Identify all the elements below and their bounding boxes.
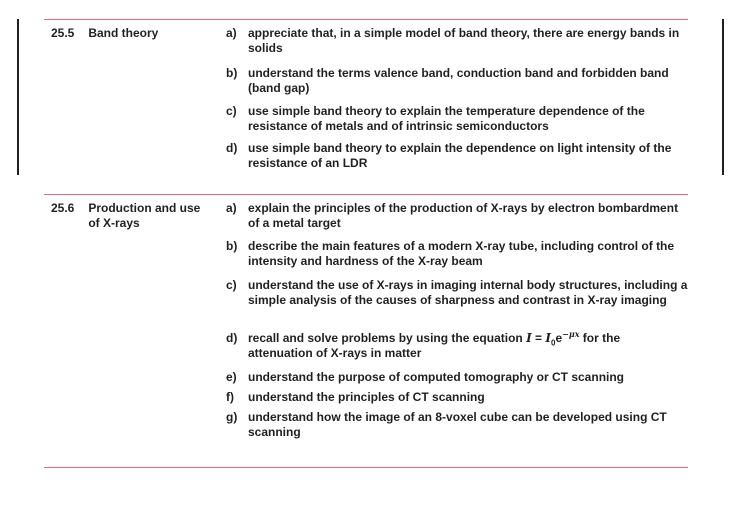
equation-trailing-text: for the attenuation of X-rays in matter	[248, 331, 621, 360]
objective-letter: b)	[226, 66, 238, 80]
objective-letter: b)	[226, 239, 238, 253]
section-25-6-heading	[51, 201, 200, 231]
section-25-5-heading	[51, 26, 158, 41]
section-number: 25.6	[51, 201, 75, 215]
left-margin-bar	[17, 19, 19, 175]
right-margin-bar	[722, 19, 724, 175]
objective-text: understand the terms valence band, conduction band and forbidden band (band gap)	[248, 66, 669, 95]
objective-letter: e)	[226, 370, 237, 384]
equation-exponent: −μx	[562, 329, 580, 339]
objective-text: appreciate that, in a simple model of band theory, there are energy bands in solids	[248, 26, 680, 55]
section-divider-bottom	[44, 467, 688, 468]
objective-letter: c)	[226, 104, 237, 118]
objective-text: use simple band theory to explain the temperature dependence of the resistance of metals and of intrinsic semiconductors	[248, 104, 645, 133]
equation-subscript: 0	[551, 338, 556, 348]
objective-letter: a)	[226, 26, 237, 40]
objective-text: use simple band theory to explain the dependence on light intensity of the resistance of an LDR	[248, 141, 672, 170]
equation-equals: =	[531, 331, 546, 345]
section-title	[88, 201, 200, 231]
objective-letter: g)	[226, 410, 238, 424]
section-divider-middle	[44, 194, 688, 195]
objective-text: understand the principles of CT scanning	[248, 390, 485, 404]
objective-letter: c)	[226, 278, 237, 292]
section-divider-top	[44, 19, 688, 20]
section-title: Band theory	[88, 26, 159, 40]
objective-text	[248, 331, 688, 361]
equation-exponential-base: e	[555, 331, 563, 345]
objective-text: understand how the image of an 8-voxel cube can be developed using CT scanning	[248, 410, 667, 439]
equation-lead-text: recall and solve problems by using the equation	[248, 331, 527, 345]
objective-letter: d)	[226, 331, 238, 345]
objective-letter: a)	[226, 201, 237, 215]
equation-intensity-symbol: I	[526, 331, 532, 345]
objective-text: describe the main features of a modern X-ray tube, including control of the intensity and hardness of the X-ray beam	[248, 239, 675, 268]
equation-initial-intensity-symbol: I	[545, 331, 551, 345]
objective-letter: f)	[226, 390, 234, 404]
objective-letter: d)	[226, 141, 238, 155]
objective-text: understand the purpose of computed tomography or CT scanning	[248, 370, 625, 384]
section-title-line-2: of X-rays	[88, 216, 140, 230]
objective-text: explain the principles of the production of X-rays by electron bombardment of a metal target	[248, 201, 679, 230]
section-title-line-1: Production and use	[88, 201, 201, 215]
section-number: 25.5	[51, 26, 75, 40]
objective-text: understand the use of X-rays in imaging internal body structures, including a simple analysis of the causes of sharpness and contrast in X-ray imaging	[248, 278, 688, 307]
